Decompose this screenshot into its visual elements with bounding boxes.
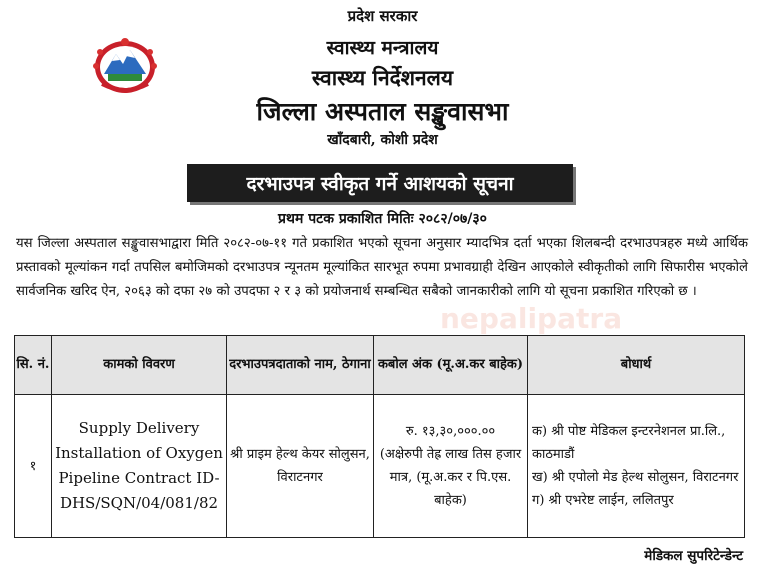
row-amount-words: (अक्षेरुपी तेह्र लाख तिस हजार मात्र, (मू.अ.कर र पि.एस. बाहेक) <box>379 447 522 508</box>
row-bodhartha-cell <box>528 395 745 538</box>
row-amount-cell <box>374 395 528 538</box>
directorate-name: स्वास्थ्य निर्देशनलय <box>311 65 454 90</box>
row-bidder: श्री प्राइम हेल्थ केयर सोलुसन, विराटनगर <box>227 395 374 538</box>
header-bidder: दरभाउपत्रदाताको नाम, ठेगाना <box>227 336 374 395</box>
header-bodhartha: बोधार्थ <box>528 336 745 395</box>
bodhartha-item: ग) श्री एभरेष्ट लाईन, ललितपुर <box>532 493 674 508</box>
publish-date: प्रथम पटक प्रकाशित मितिः २०८२/०७/३० <box>278 211 487 227</box>
row-work-description: Supply Delivery Installation of Oxygen Pipeline Contract ID-DHS/SQN/04/081/82 <box>52 395 227 538</box>
hospital-address: खाँदबारी, कोशी प्रदेश <box>327 132 438 148</box>
header-amount: कबोल अंक (मू.अ.कर बाहेक) <box>374 336 528 395</box>
notice-paragraph: यस जिल्ला अस्पताल सङ्खुवासभाद्वारा मिति २०८२-०७-११ गते प्रकाशित भएको सूचना अनुसार म्यादभित्र दर्ता भएका शिलबन्दी दरभाउपत्रहरु मध्ये आर्थिक प्रस्तावको मूल्यांकन गर्दा तपसिल बमोजिमको दरभाउपत्र न्यूनतम मूल्यांकित सारभूत रुपमा प्रभावग्राही देखिन आएकोले स्वीकृतीको लागि सिफारीस भएकोले सार्वजनिक खरिद ऐन, २०६३ को दफा २७ को उपदफा २ र ३ को प्रयोजनार्थ सम्बन्धित सबैको जानकारीको लागि यो सूचना प्रकाशित गरिएको छ । <box>16 236 748 299</box>
bodhartha-item: ख) श्री एपोलो मेड हेल्थ सोलुसन, विराटनगर <box>532 470 739 485</box>
table-row <box>15 395 745 538</box>
watermark: nepalipatra <box>440 302 623 335</box>
row-sn: १ <box>15 395 52 538</box>
bid-table <box>14 335 745 538</box>
header-sn: सि. नं. <box>15 336 52 395</box>
hospital-name: जिल्ला अस्पताल सङ्खुवासभा <box>256 97 509 126</box>
header-work: कामको विवरण <box>52 336 227 395</box>
table-header-row <box>15 336 745 395</box>
bodhartha-item: क) श्री पोष्ट मेडिकल इन्टरनेशनल प्रा.लि., काठमाडौं <box>532 424 726 462</box>
signature-title: मेडिकल सुपरिटेन्डेन्ट <box>644 548 743 564</box>
notice-title-banner: दरभाउपत्र स्वीकृत गर्ने आशयको सूचना <box>187 164 573 202</box>
row-amount: रु. १३,३०,०००.०० <box>405 424 496 439</box>
province-government: प्रदेश सरकार <box>347 7 418 25</box>
ministry-name: स्वास्थ्य मन्त्रालय <box>326 37 439 59</box>
